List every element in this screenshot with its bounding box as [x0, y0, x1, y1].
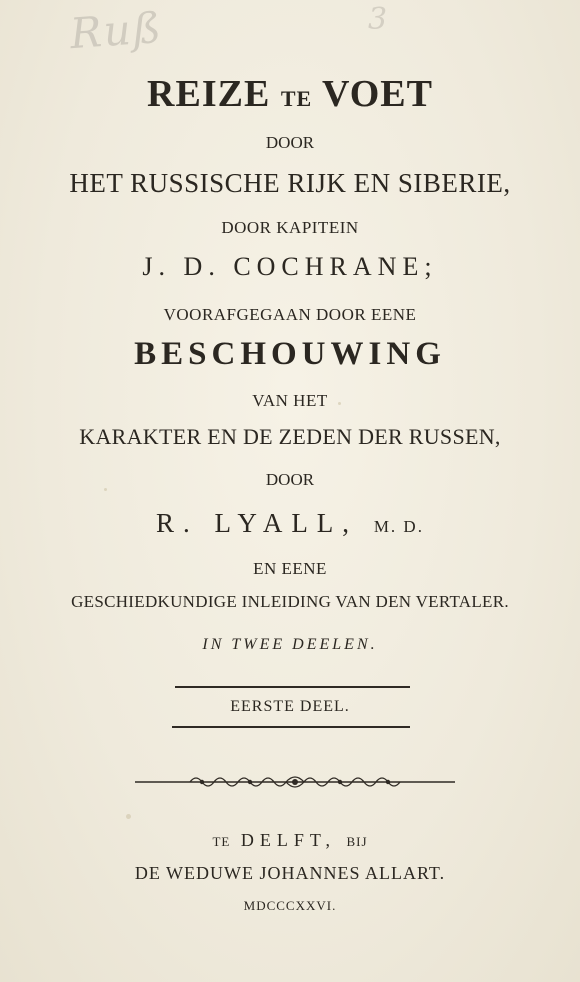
rule-top [175, 686, 410, 688]
door-kapitein-line: DOOR KAPITEIN [221, 218, 359, 237]
foxing-spot [126, 814, 131, 819]
author-cochrane: J. D. COCHRANE; [142, 252, 438, 281]
pencil-number: 3 [368, 2, 388, 37]
volume-label: EERSTE DEEL. [230, 698, 350, 715]
door-line-2: DOOR [265, 470, 315, 489]
foxing-spot [338, 402, 341, 405]
year-line: MDCCCXXVI. [243, 898, 337, 913]
place-prefix: TE [212, 834, 231, 849]
title-word-voet: VOET [322, 73, 433, 115]
rule-bottom [172, 726, 410, 728]
title-word-reize: REIZE [147, 73, 271, 115]
publisher-line: DE WEDUWE JOHANNES ALLART. [134, 863, 446, 883]
place-suffix: BIJ [346, 834, 368, 849]
introduction-line: GESCHIEDKUNDIGE INLEIDING VAN DEN VERTALER. [71, 592, 509, 611]
author-lyall-degree: M. D. [373, 517, 424, 536]
title-word-te: TE [280, 86, 313, 111]
karakter-line: KARAKTER EN DE ZEDEN DER RUSSEN, [79, 424, 501, 449]
subject-line: HET RUSSISCHE RIJK EN SIBERIE, [69, 168, 511, 198]
place-line [0, 830, 580, 851]
volumes-line: IN TWEE DEELEN. [202, 636, 378, 653]
foxing-spot [104, 488, 107, 491]
beschouwing-heading: BESCHOUWING [134, 336, 446, 372]
place-name: DELFT, [240, 830, 336, 850]
pencil-annotation: Ruß [68, 2, 165, 59]
floral-ornament [135, 770, 455, 794]
door-line-1: DOOR [265, 133, 315, 152]
preceded-by-line: VOORAFGEGAAN DOOR EENE [163, 305, 417, 324]
en-eene-line: EN EENE [253, 559, 327, 578]
van-het-line: VAN HET [252, 391, 328, 410]
author-lyall-name: R. LYALL, [156, 508, 359, 538]
author-lyall [0, 508, 580, 539]
book-title [0, 72, 580, 116]
